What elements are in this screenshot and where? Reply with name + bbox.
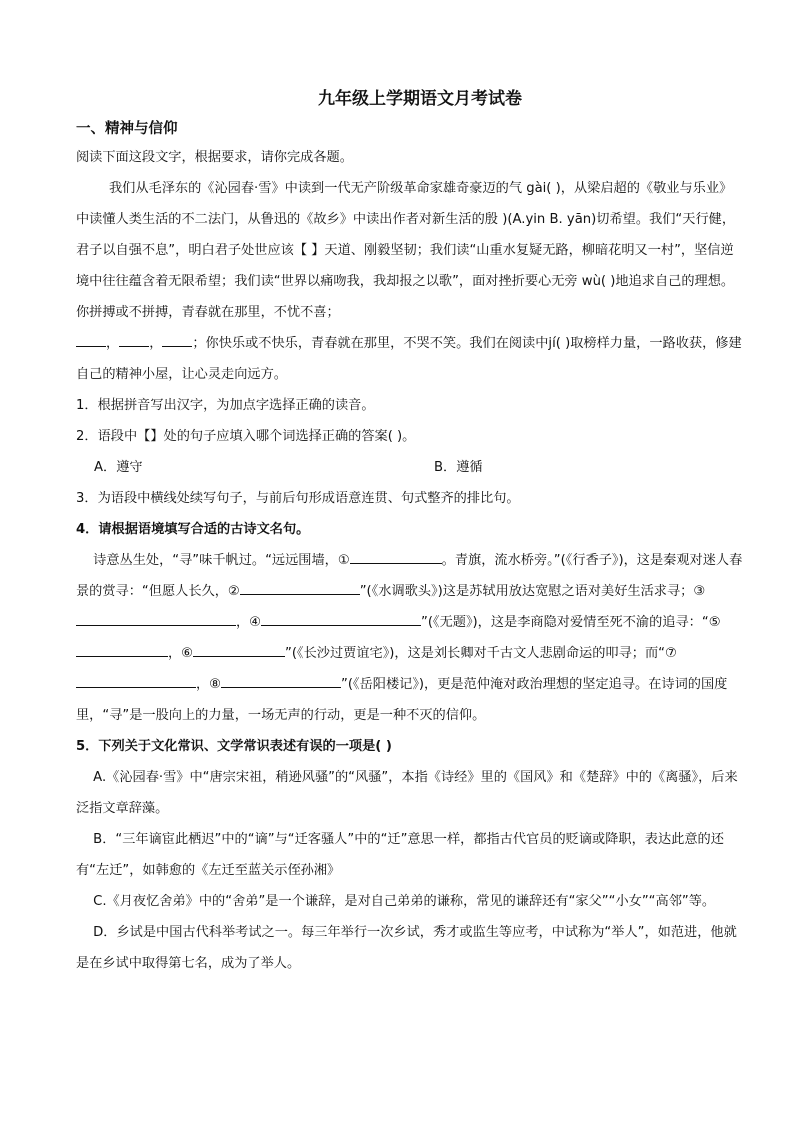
answer-blank-5[interactable] (76, 642, 168, 657)
page-title: 九年级上学期语文月考试卷 (318, 89, 522, 109)
q5-option-b[interactable]: B．“三年谪宦此栖迟”中的“谪”与“迁客骚人”中的“迁”意思一样，都指古代官员的贬谪或降职，表达此意的还有“左迁”，如韩愈的《左迁至蓝关示侄孙湘》 (76, 832, 724, 878)
answer-blank-6[interactable] (193, 642, 285, 657)
answer-blank[interactable] (162, 332, 192, 347)
question-4-text: 诗意丛生处，“寻”味千帆过。“远远围墙，① 。青旗，流水桥旁。”(《行香子》)，这是秦观对迷人春景的赏寻：“但愿人长久，② ”(《水调歌头》)这是苏轼用放达宽慰之语对美好生活求寻；③，④ ”(《无题》)，这是李商隐对爱情至死不渝的追寻：“⑤，⑥ ”(《长沙过贾谊宅》)，这是刘长卿对千古文人悲剧命运的叩寻；而“⑦，⑧ ”(《岳阳楼记》)，更是范仲淹对政治理想的坚定追寻。在诗词的国度里，“寻”是一股向上的力量，一场无声的行动，更是一种不灭的信仰。 (76, 545, 744, 731)
question-2: 2．语段中【】处的句子应填入哪个词选择正确的答案( )。 (76, 429, 416, 444)
question-1: 1．根据拼音写出汉字，为加点字选择正确的读音。 (76, 398, 375, 413)
question-2-options (76, 452, 744, 483)
answer-blank-7[interactable] (76, 673, 196, 688)
section-heading: 一、精神与信仰 (76, 121, 178, 137)
answer-blank-4[interactable] (261, 611, 421, 626)
reading-passage: 我们从毛泽东的《沁园春·雪》中读到一代无产阶级革命家雄奇豪迈的气 gài( )，从梁启超的《敬业与乐业》中读懂人类生活的不二法门，从鲁迅的《故乡》中读出作者对新生活的殷 )(A.yin B. yān)切希望。我们“天行健，君子以自强不息”，明白君子处世应该【 】天道、刚毅坚韧；我们读“山重水复疑无路，柳暗花明又一村”，坚信逆境中往往蕴含着无限希望；我们读“世界以痛吻我，我却报之以歌”，面对挫折要心无旁 wù( )地追求自己的理想。你拼搏或不拼搏，青春就在那里，不忧不喜； ， ， ；你快乐或不快乐，青春就在那里，不哭不笑。我们在阅读中jí( )取榜样力量，一路收获，修建自己的精神小屋，让心灵走向远方。 (76, 181, 742, 382)
q5-option-a[interactable]: A.《沁园春·雪》中“唐宗宋祖，稍逊风骚”的“风骚”，本指《诗经》里的《国风》和《楚辞》中的《离骚》，后来泛指文章辞藻。 (76, 770, 738, 816)
exam-page (76, 86, 744, 979)
question-5: 5．下列关于文化常识、文学常识表述有误的一项是( ) (76, 739, 392, 754)
answer-blank-1[interactable] (350, 549, 442, 564)
instruction-text: 阅读下面这段文字，根据要求，请你完成各题。 (76, 150, 353, 165)
passage-text-end: ；你快乐或不快乐，青春就在那里，不哭不笑。我们在阅读中jí( )取榜样力量，一路收获，修建自己的精神小屋，让心灵走向远方。 (76, 336, 742, 382)
answer-blank[interactable] (119, 332, 149, 347)
answer-blank-2[interactable] (240, 580, 360, 595)
passage-text: 我们从毛泽东的《沁园春·雪》中读到一代无产阶级革命家雄奇豪迈的气 gài( )，从梁启超的《敬业与乐业》中读懂人类生活的不二法门，从鲁迅的《故乡》中读出作者对新生活的殷 )(A.yin B. yān)切希望。我们“天行健，君子以自强不息”，明白君子处世应该【 】天道、刚毅坚韧；我们读“山重水复疑无路，柳暗花明又一村”，坚信逆境中往往蕴含着无限希望；我们读“世界以痛吻我，我却报之以歌”，面对挫折要心无旁 wù( )地追求自己的理想。你拼搏或不拼搏，青春就在那里，不忧不喜； (76, 181, 736, 320)
option-b[interactable]: B．遵循 (434, 460, 483, 475)
answer-blank[interactable] (76, 332, 106, 347)
question-4: 4．请根据语境填写合适的古诗文名句。 (76, 522, 310, 537)
answer-blank-3[interactable] (76, 611, 236, 626)
q5-option-c[interactable]: C.《月夜忆舍弟》中的“舍弟”是一个谦辞，是对自己弟弟的谦称，常见的谦辞还有“家父”“小女”“高邻”等。 (93, 894, 716, 909)
option-a[interactable]: A．遵守 (94, 460, 143, 475)
question-3: 3．为语段中横线处续写句子，与前后句形成语意连贯、句式整齐的排比句。 (76, 491, 520, 506)
q5-option-d[interactable]: D．乡试是中国古代科举考试之一。每三年举行一次乡试，秀才或监生等应考，中试称为“举人”，如范进，他就是在乡试中取得第七名，成为了举人。 (76, 925, 737, 971)
answer-blank-8[interactable] (221, 673, 341, 688)
